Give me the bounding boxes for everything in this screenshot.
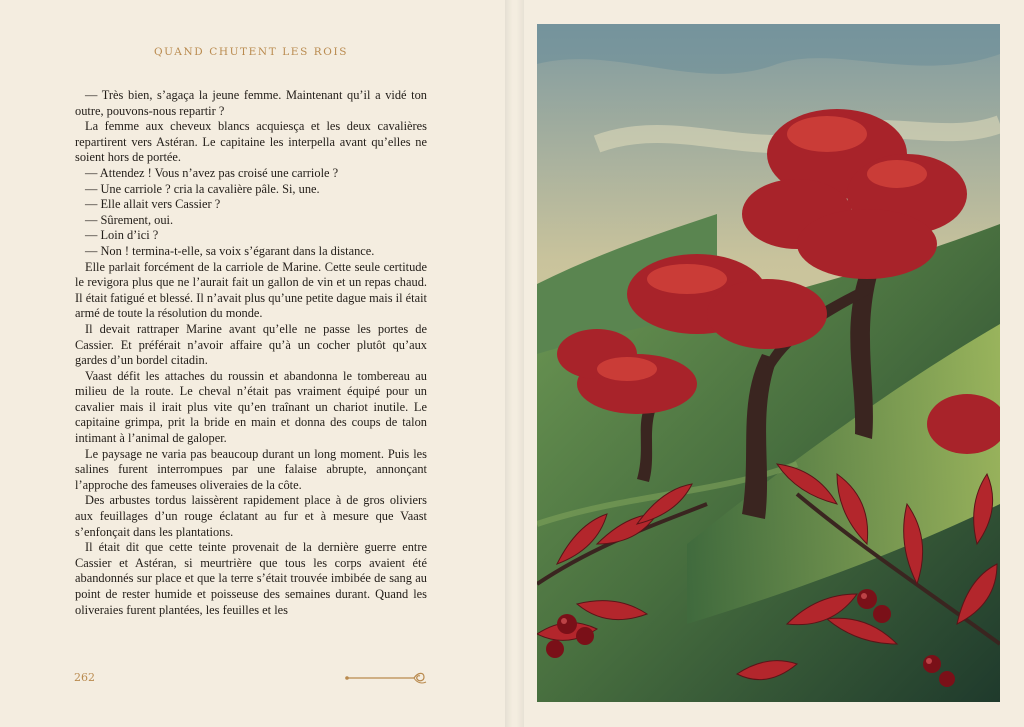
paragraph: — Elle allait vers Cassier ? bbox=[85, 197, 221, 212]
running-head: QUAND CHUTENT LES ROIS bbox=[153, 46, 349, 58]
ornament-icon bbox=[344, 668, 428, 686]
paragraph: La femme aux cheveux blancs acquiesça et les deux cavalières repartirent vers Astéran. Le capitaine les interpella avant qu’elles ne soient hors de portée. bbox=[75, 119, 427, 165]
illustration-image bbox=[537, 24, 1000, 702]
paragraph: — Non ! termina-t-elle, sa voix s’égarant dans la distance. bbox=[85, 243, 375, 258]
gutter-shadow bbox=[505, 0, 524, 727]
paragraph: Elle parlait forcément de la carriole de Marine. Cette seule certitude le revigora plus que ne l’aurait fait un gallon de vin et un repas chaud. Il était fatigué et blessé. Il n’avait plus qu’une petite dague mais il était armé de toute la résolution du monde. bbox=[75, 259, 427, 321]
body-text bbox=[75, 88, 427, 618]
paragraph: Vaast défit les attaches du roussin et abandonna le tombereau au milieu de la route. Le cheval n’était pas vraiment équipé pour un cavalier mais il irait plus vite qu’en traînant un chariot inutile. Le capitaine grimpa, prit la bride en main et donna des coups de talon intimant à l’animal de galoper. bbox=[75, 368, 427, 446]
paragraph: Il était dit que cette teinte provenait de la dernière guerre entre Cassier et Astéran, si meurtrière que tous les corps avaient été abandonnés sur place et que la terre s’était trouvée imbibée de sang au point de rester humide et poisseuse des semaines durant. Quand les oliveraies furent plantées, les feuilles et les bbox=[75, 540, 427, 617]
paragraph: — Une carriole ? cria la cavalière pâle. Si, une. bbox=[85, 181, 320, 196]
page-number: 262 bbox=[74, 671, 95, 684]
paragraph: Le paysage ne varia pas beaucoup durant un long moment. Puis les salines furent interrompues par une falaise abrupte, annonçant l’approche des fameuses oliveraies de la côte. bbox=[75, 446, 427, 492]
paragraph: Des arbustes tordus laissèrent rapidement place à de gros oliviers aux feuillages d’un rouge éclatant au fur et à mesure que Vaast s’enfonçait dans les plantations. bbox=[75, 493, 427, 539]
paragraph: — Attendez ! Vous n’avez pas croisé une carriole ? bbox=[85, 165, 339, 180]
paragraph: — Sûrement, oui. bbox=[85, 212, 174, 227]
paragraph: — Loin d’ici ? bbox=[85, 228, 159, 243]
paragraph: — Très bien, s’agaça la jeune femme. Maintenant qu’il a vidé ton outre, pouvons-nous repartir ? bbox=[75, 88, 427, 118]
paragraph: Il devait rattraper Marine avant qu’elle ne passe les portes de Cassier. Et préférait n’avoir affaire qu’à un cocher plutôt qu’aux gardes d’un bordel citadin. bbox=[75, 321, 427, 368]
olive-grove-illustration bbox=[537, 24, 1000, 702]
